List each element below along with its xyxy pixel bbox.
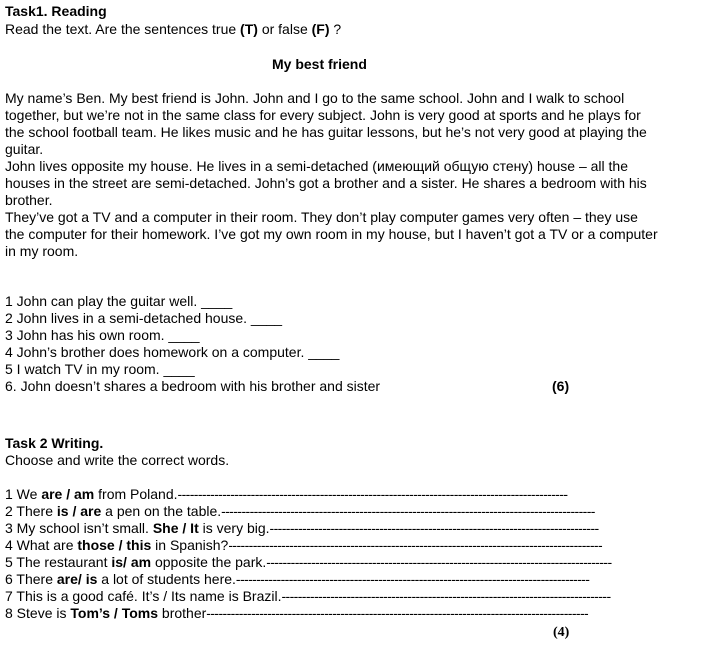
true-mark: (T) xyxy=(240,21,258,37)
text-line: together, but we’re not in the same class for every subject. John is very good at sports and he plays for xyxy=(5,107,641,123)
text-line: in my room. xyxy=(5,243,79,259)
text-line: houses in the street are semi-detached. John’s got a brother and a sister. He shares a bedroom with his xyxy=(5,175,647,191)
text-line: John lives opposite my house. He lives in a semi-detached (имеющий общую стену) house – all the xyxy=(5,158,629,174)
text-line: They’ve got a TV and a computer in their room. They don’t play computer games very often – they use xyxy=(5,209,638,225)
exercise-item: 7 This is a good café. It’s / Its name is Brazil.--------------------------------------------------------------------------------- xyxy=(5,588,611,604)
text-line: the school football team. He likes music and he has guitar lessons, but he’s not very good at playing the xyxy=(5,124,647,140)
exercise-item: 1 We are / am from Poland.------------------------------------------------------------------------------------------------ xyxy=(5,486,568,502)
reading-text xyxy=(5,90,699,260)
reading-text-title: My best friend xyxy=(272,56,367,72)
task2-heading: Task 2 Writing. xyxy=(5,435,104,451)
task2-items xyxy=(5,486,699,622)
instruction-text: Read the text. Are the sentences true xyxy=(5,21,241,37)
statements-list xyxy=(5,293,699,395)
statement: 3 John has his own room. ____ xyxy=(5,327,200,343)
task1-heading: Task1. Reading xyxy=(5,3,107,19)
instruction-text: or false xyxy=(257,21,312,37)
text-line: brother. xyxy=(5,192,53,208)
text-line: guitar. xyxy=(5,141,44,157)
false-mark: (F) xyxy=(311,21,330,37)
instruction-text: ? xyxy=(329,21,342,37)
statement: 5 I watch TV in my room. ____ xyxy=(5,361,195,377)
text-line: My name’s Ben. My best friend is John. John and I go to the same school. John and I walk to school xyxy=(5,90,625,106)
task2-points: (4) xyxy=(553,625,570,640)
statement: 4 John’s brother does homework on a computer. ____ xyxy=(5,344,340,360)
task1-points: (6) xyxy=(552,378,570,394)
exercise-item: 3 My school isn’t small. She / It is very big.--------------------------------------------------------------------------------- xyxy=(5,520,599,536)
statement: 2 John lives in a semi-detached house. ____ xyxy=(5,310,283,326)
statement: 1 John can play the guitar well. ____ xyxy=(5,293,233,309)
text-line: the computer for their homework. I’ve got my own room in my house, but I haven’t got a TV or a computer xyxy=(5,226,658,242)
exercise-item: 2 There is / are a pen on the table.-------------------------------------------------------------------------------------------- xyxy=(5,503,595,519)
task2-instruction: Choose and write the correct words. xyxy=(5,452,230,468)
statement: 6. John doesn’t shares a bedroom with his brother and sister xyxy=(5,378,381,394)
task1-instruction xyxy=(5,21,341,37)
exercise-item: 8 Steve is Tom’s / Toms brother---------------------------------------------------------------------------------------------- xyxy=(5,605,589,621)
exercise-item: 5 The restaurant is/ am opposite the park.------------------------------------------------------------------------------------- xyxy=(5,554,612,570)
exercise-item: 6 There are/ is a lot of students here.--------------------------------------------------------------------------------------- xyxy=(5,571,590,587)
exercise-item: 4 What are those / this in Spanish?-------------------------------------------------------------------------------------------- xyxy=(5,537,603,553)
